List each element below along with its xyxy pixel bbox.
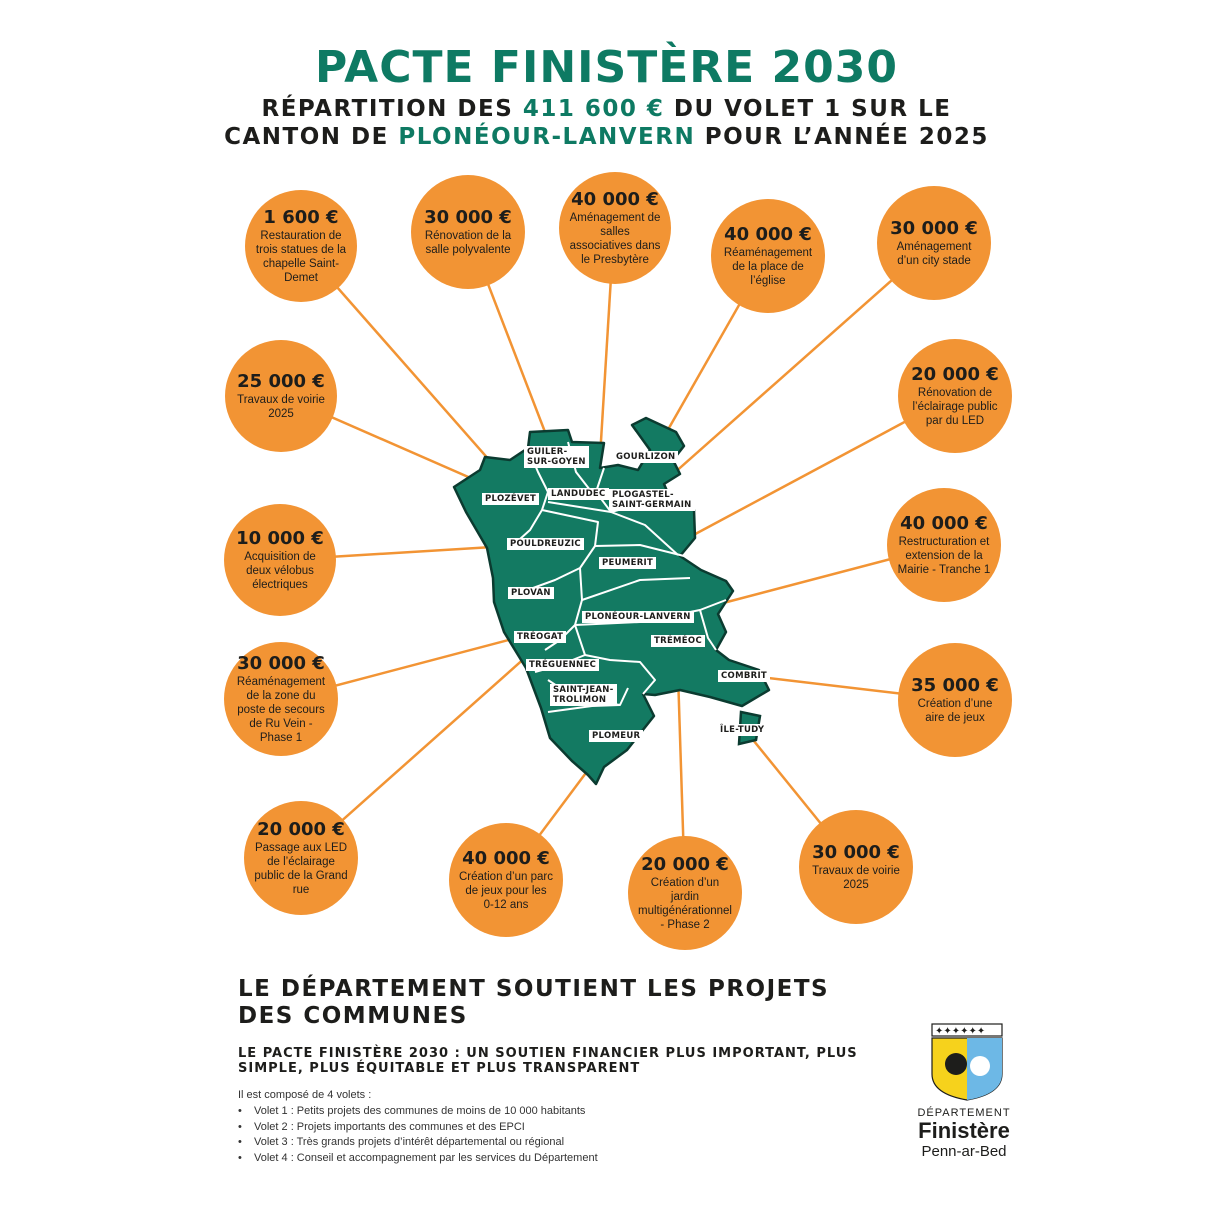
volets-list [238,1104,598,1166]
subtitle-text: RÉPARTITION DES [261,96,523,122]
canton-name: PLONÉOUR-LANVERN [398,124,696,150]
project-amount: 35 000 € [911,675,999,696]
project-amount: 1 600 € [263,207,339,228]
bottom-subheading: LE PACTE FINISTÈRE 2030 : UN SOUTIEN FINANCIER PLUS IMPORTANT, PLUS SIMPLE, PLUS ÉQUITABLE ET PLUS TRANSPARENT [238,1046,858,1076]
project-bubble-15 [799,810,913,924]
project-amount: 30 000 € [237,653,325,674]
project-description: Création d’une aire de jeux [917,698,993,724]
project-description: Restauration de trois statues de la chapelle Saint-Demet [255,230,347,284]
project-description: Passage aux LED de l’éclairage public de la Grand rue [254,842,348,896]
project-amount: 40 000 € [571,189,659,210]
project-description: Réaménagement de la place de l’église [723,247,813,287]
total-amount: 411 600 € [522,96,665,122]
project-bubble-4 [711,199,825,313]
project-description: Rénovation de l’éclairage public par du LED [912,387,998,427]
project-description: Acquisition de deux vélobus électriques [244,551,316,591]
project-amount: 40 000 € [462,848,550,869]
commune-label-ile-tudy: ÎLE-TUDY [717,724,767,736]
commune-label-plovan: PLOVAN [508,587,554,599]
project-bubble-3 [559,172,671,284]
project-description: Travaux de voirie 2025 [237,394,325,420]
list-item: • Volet 2 : Projets importants des communes et des EPCI [238,1120,598,1136]
commune-label-landudec: LANDUDEC [548,488,609,500]
project-description: Travaux de voirie 2025 [812,865,900,891]
finistere-logo-icon [918,1022,1018,1102]
svg-text:✦✦✦✦✦✦: ✦✦✦✦✦✦ [935,1026,986,1037]
project-bubble-7 [898,339,1012,453]
project-description: Aménagement d’un city stade [896,241,972,267]
project-bubble-13 [449,823,563,937]
commune-label-treguennec: TRÉGUENNEC [526,659,599,671]
commune-label-saint-jean-trolimon: SAINT-JEAN- TROLIMON [550,684,617,706]
project-bubble-6 [225,340,337,452]
commune-label-peumerit: PEUMERIT [599,557,656,569]
commune-label-plozevet: PLOZÉVET [482,493,539,505]
subtitle-text: CANTON DE [224,124,399,150]
project-bubble-1 [245,190,357,302]
commune-label-combrit: COMBRIT [718,670,770,682]
commune-label-guiler-sur-goyen: GUILER- SUR-GOYEN [524,446,589,468]
page-title: PACTE FINISTÈRE 2030 [314,42,899,93]
logo-line-3: Penn-ar-Bed [921,1143,1007,1160]
commune-label-tremeoc: TRÉMÉOC [651,635,705,647]
project-bubble-5 [877,186,991,300]
project-description: Création d’un parc de jeux pour les 0-12 ans [459,871,553,911]
project-amount: 30 000 € [424,207,512,228]
project-bubble-11 [898,643,1012,757]
subtitle-text: POUR L’ANNÉE 2025 [695,124,989,150]
project-description: Rénovation de la salle polyvalente [424,230,512,256]
volets-intro: Il est composé de 4 volets : [238,1089,372,1101]
project-bubble-14 [628,836,742,950]
commune-label-pouldreuzic: POULDREUZIC [507,538,584,550]
project-amount: 20 000 € [911,364,999,385]
project-amount: 40 000 € [724,224,812,245]
project-bubble-8 [224,504,336,616]
project-amount: 30 000 € [812,842,900,863]
project-description: Restructuration et extension de la Mairie - Tranche 1 [897,536,991,576]
commune-label-ploneour-lanvern: PLONÉOUR-LANVERN [582,611,694,623]
list-item: • Volet 1 : Petits projets des communes de moins de 10 000 habitants [238,1104,598,1120]
project-description: Création d’un jardin multigénérationnel - Phase 2 [638,877,732,931]
project-description: Aménagement de salles associatives dans le Presbytère [569,212,661,266]
project-amount: 30 000 € [890,218,978,239]
commune-label-gourlizon: GOURLIZON [613,451,678,463]
list-item: • Volet 3 : Très grands projets d’intérêt départemental ou régional [238,1135,598,1151]
project-description: Réaménagement de la zone du poste de secours de Ru Vein - Phase 1 [236,676,326,744]
project-amount: 20 000 € [641,854,729,875]
commune-label-plogastel-saint-germain: PLOGASTEL- SAINT-GERMAIN [609,489,695,511]
subtitle-text: DU VOLET 1 SUR LE [664,96,952,122]
logo-caption [900,1107,1028,1160]
project-amount: 20 000 € [257,819,345,840]
project-bubble-2 [411,175,525,289]
list-item: • Volet 4 : Conseil et accompagnement par les services du Département [238,1151,598,1167]
bottom-heading: LE DÉPARTEMENT SOUTIENT LES PROJETS DES COMMUNES [238,976,830,1029]
project-bubble-10 [224,642,338,756]
commune-label-plomeur: PLOMEUR [589,730,643,742]
project-amount: 10 000 € [236,528,324,549]
project-amount: 40 000 € [900,513,988,534]
logo-line-1: DÉPARTEMENT [917,1107,1011,1119]
commune-label-treogat: TRÉOGAT [514,631,566,643]
logo-line-2: Finistère [918,1118,1010,1143]
project-amount: 25 000 € [237,371,325,392]
project-bubble-9 [887,488,1001,602]
project-bubble-12 [244,801,358,915]
